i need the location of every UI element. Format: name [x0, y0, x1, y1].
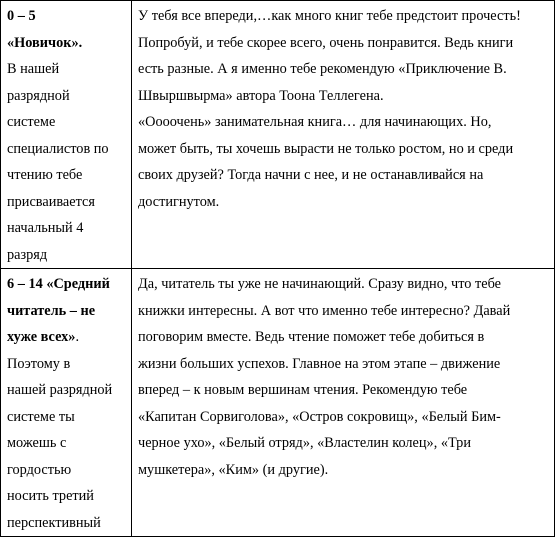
description-line: Швыршвырма» автора Тоона Теллегена.: [138, 87, 384, 104]
level-text-line: специалистов по: [7, 140, 109, 157]
description-line: книжки интересны. А вот что именно тебе интересно? Давай: [138, 302, 511, 319]
description-cell-average-reader: [132, 269, 555, 537]
level-cell-novice: [1, 1, 132, 269]
description-line: Да, читатель ты уже не начинающий. Сразу видно, что тебе: [138, 276, 501, 292]
level-text-line: В нашей: [7, 61, 60, 77]
description-line: «Оооочень» занимательная книга… для начинающих. Но,: [138, 114, 492, 130]
description-line: Попробуй, и тебе скорее всего, очень понравится. Ведь книги: [138, 34, 514, 51]
level-text-line: гордостью: [7, 461, 72, 478]
description-line: может быть, ты хочешь вырасти не только ростом, но и среди: [138, 140, 514, 157]
level-text-line: чтению тебе: [7, 167, 83, 183]
level-text-line: Поэтому в: [7, 355, 71, 372]
level-title: «Новичок».: [7, 34, 83, 51]
level-text-line: присваивается: [7, 193, 95, 210]
description-line: вперед – к новым вершинам чтения. Рекомендую тебе: [138, 382, 468, 398]
level-title-tail: .: [75, 329, 80, 345]
level-text-line: перспективный: [7, 514, 101, 531]
description-line: «Капитан Сорвиголова», «Остров сокровищ», «Белый Бим-: [138, 408, 501, 425]
description-line: достигнутом.: [138, 193, 220, 210]
level-text-line: системе ты: [7, 408, 75, 425]
table-row-novice: [1, 1, 555, 269]
level-text-line: начальный 4: [7, 220, 84, 236]
description-line: черное ухо», «Белый отряд», «Властелин колец», «Три: [138, 435, 471, 451]
description-line: У тебя все впереди,…как много книг тебе предстоит прочесть!: [138, 8, 521, 24]
description-cell-novice: [132, 1, 555, 269]
level-text-line: нашей разрядной: [7, 382, 113, 398]
level-text-line: системе: [7, 114, 56, 130]
description-line: своих друзей? Тогда начни с нее, и не останавливайся на: [138, 167, 484, 183]
level-title-line: хуже всех»: [7, 329, 76, 345]
level-text-line: разрядной: [7, 87, 70, 104]
level-title-line: 6 – 14 «Средний: [7, 276, 110, 292]
level-text-line: можешь с: [7, 435, 67, 451]
level-cell-average-reader: [1, 269, 132, 537]
level-text-line: разряд: [7, 246, 48, 263]
table-row-average-reader: [1, 269, 555, 537]
description-line: поговорим вместе. Ведь чтение поможет тебе добиться в: [138, 329, 485, 345]
level-range: 0 – 5: [7, 8, 36, 24]
level-text-line: носить третий: [7, 488, 94, 504]
description-line: мушкетера», «Ким» (и другие).: [138, 461, 329, 478]
description-line: жизни больших успехов. Главное на этом этапе – движение: [138, 355, 501, 372]
description-line: есть разные. А я именно тебе рекомендую «Приключение В.: [138, 61, 507, 77]
level-title-line: читатель – не: [7, 302, 96, 319]
